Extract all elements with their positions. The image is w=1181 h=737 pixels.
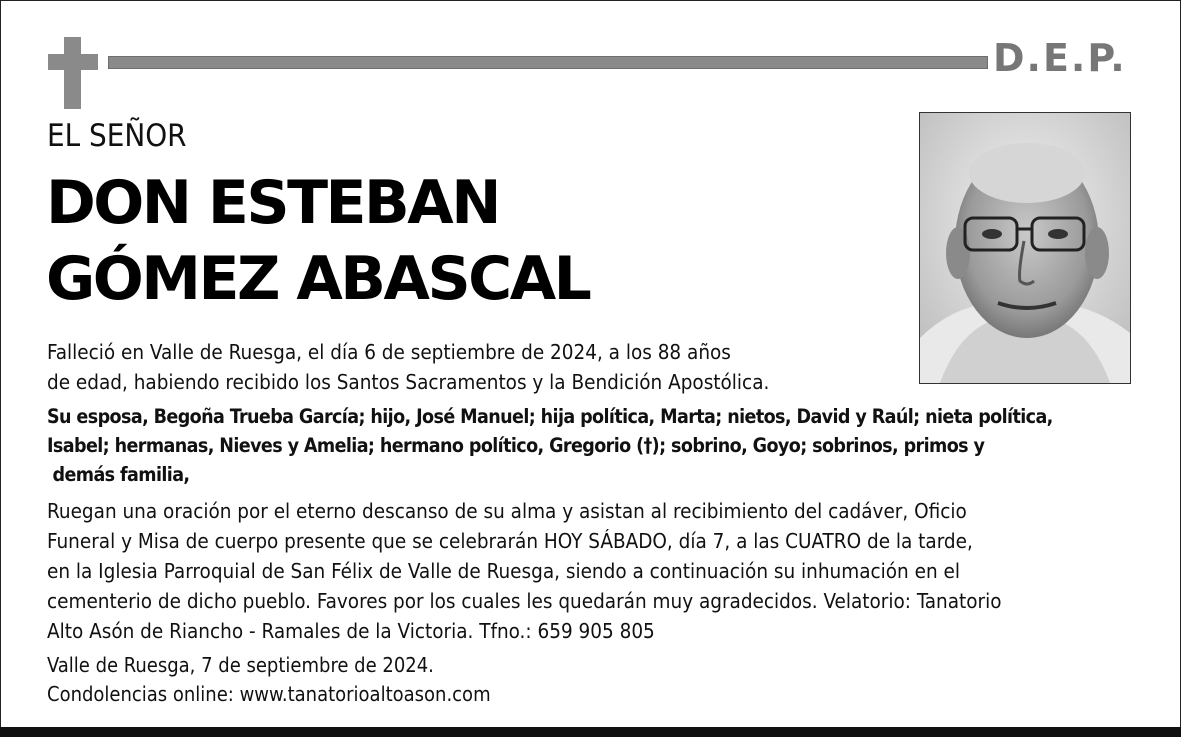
name-line-1: DON ESTEBAN bbox=[46, 168, 499, 238]
cross-icon bbox=[48, 37, 98, 109]
family-line: Isabel; hermanas, Nieves y Amelia; hermano político, Gregorio (†); sobrino, Goyo; sobrinos, primos y bbox=[47, 434, 985, 457]
portrait-photo bbox=[919, 112, 1131, 384]
bottom-rule bbox=[0, 727, 1181, 737]
portrait-image bbox=[920, 113, 1130, 383]
death-notice-line: de edad, habiendo recibido los Santos Sacramentos y la Bendición Apostólica. bbox=[47, 370, 770, 394]
funeral-line: cementerio de dicho pueblo. Favores por los cuales les quedarán muy agradecidos. Velatorio: Tanatorio bbox=[47, 589, 1002, 613]
funeral-line: Ruegan una oración por el eterno descanso de su alma y asistan al recibimiento del cadáver, Oficio bbox=[47, 499, 967, 523]
funeral-line: Alto Asón de Riancho - Ramales de la Victoria. Tfno.: 659 905 805 bbox=[47, 619, 655, 643]
funeral-paragraph bbox=[47, 496, 1002, 646]
condolences-link[interactable]: Condolencias online: www.tanatorioaltoason.com bbox=[47, 682, 491, 706]
funeral-line: en la Iglesia Parroquial de San Félix de Valle de Ruesga, siendo a continuación su inhumación en el bbox=[47, 559, 960, 583]
deceased-name bbox=[46, 165, 589, 317]
funeral-line: Funeral y Misa de cuerpo presente que se celebrarán HOY SÁBADO, día 7, a las CUATRO de la tarde, bbox=[47, 529, 973, 553]
header-rule bbox=[108, 56, 988, 69]
closing-paragraph bbox=[47, 651, 491, 709]
name-line-2: GÓMEZ ABASCAL bbox=[46, 244, 590, 314]
dep-label: D.E.P. bbox=[993, 36, 1127, 80]
family-paragraph bbox=[47, 402, 1053, 489]
place-date: Valle de Ruesga, 7 de septiembre de 2024. bbox=[47, 653, 434, 677]
family-line: Su esposa, Begoña Trueba García; hijo, José Manuel; hija política, Marta; nietos, David y Raúl; nieta política, bbox=[47, 405, 1053, 428]
honorific-prefix: EL SEÑOR bbox=[47, 118, 187, 154]
family-line: demás familia, bbox=[47, 463, 190, 486]
death-notice-line: Falleció en Valle de Ruesga, el día 6 de septiembre de 2024, a los 88 años bbox=[47, 340, 731, 364]
death-notice-paragraph bbox=[47, 337, 769, 397]
